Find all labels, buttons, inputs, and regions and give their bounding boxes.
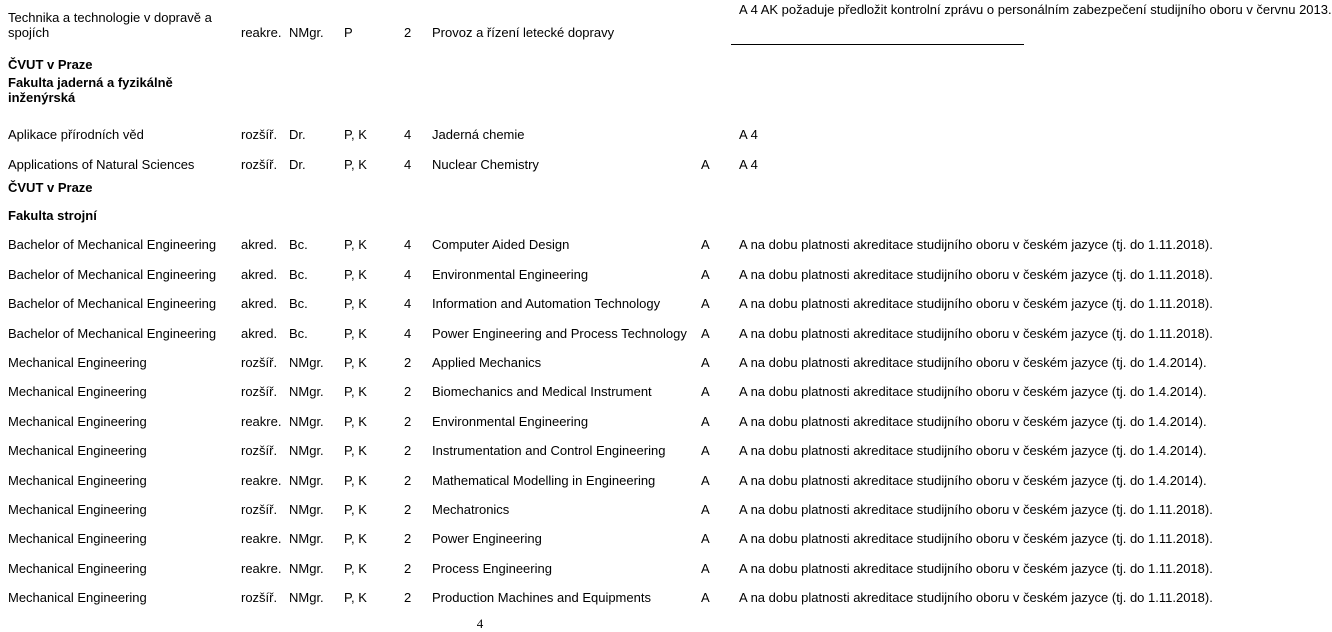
language-cell: A	[701, 237, 710, 253]
degree-cell: NMgr.	[289, 354, 324, 370]
language-cell: A	[701, 560, 710, 576]
program-cell: Mechanical Engineering	[8, 384, 147, 400]
table-row	[0, 252, 1024, 281]
study-form-cell: P, K	[344, 531, 367, 547]
language-cell: A	[701, 296, 710, 312]
note-cell: A na dobu platnosti akreditace studijního oboru v českém jazyce (tj. do 1.4.2014).	[739, 443, 1207, 459]
study-form-cell: P, K	[344, 472, 367, 488]
specialization-cell: Provoz a řízení letecké dopravy	[432, 25, 615, 40]
program-cell: Bachelor of Mechanical Engineering	[8, 325, 217, 341]
degree-cell: Dr.	[289, 156, 306, 172]
faculty-heading: Fakulta strojní	[8, 208, 97, 223]
specialization-cell: Environmental Engineering	[432, 266, 589, 282]
study-length-cell: 4	[404, 156, 412, 172]
language-cell: A	[701, 413, 710, 429]
table-row	[0, 399, 1024, 428]
table-row	[0, 223, 1024, 252]
specialization-cell: Production Machines and Equipments	[432, 590, 651, 606]
table-row	[0, 113, 1024, 142]
study-form-cell: P, K	[344, 560, 367, 576]
language-cell: A	[701, 325, 710, 341]
table-row	[0, 546, 1024, 575]
language-cell: A	[701, 531, 710, 547]
accreditation-type-cell: reakre.	[241, 531, 282, 547]
study-form-cell: P, K	[344, 501, 367, 517]
table-row	[0, 576, 1024, 605]
program-cell: Bachelor of Mechanical Engineering	[8, 266, 217, 282]
table-row	[0, 311, 1024, 340]
note-cell: A na dobu platnosti akreditace studijního oboru v českém jazyce (tj. do 1.11.2018).	[739, 590, 1213, 606]
study-form-cell: P, K	[344, 156, 367, 172]
degree-cell: NMgr.	[289, 25, 324, 40]
study-form-cell: P, K	[344, 266, 367, 282]
note-cell: A na dobu platnosti akreditace studijního oboru v českém jazyce (tj. do 1.4.2014).	[739, 472, 1207, 488]
accreditation-type-cell: akred.	[241, 325, 278, 341]
specialization-cell: Jaderná chemie	[432, 127, 525, 143]
program-cell: Aplikace přírodních věd	[8, 127, 144, 143]
degree-cell: NMgr.	[289, 531, 324, 547]
study-form-cell: P, K	[344, 413, 367, 429]
specialization-cell: Environmental Engineering	[432, 413, 589, 429]
degree-cell: Bc.	[289, 266, 308, 282]
degree-cell: NMgr.	[289, 560, 324, 576]
top-row-table	[0, 0, 1332, 45]
degree-cell: Bc.	[289, 296, 308, 312]
degree-cell: Bc.	[289, 237, 308, 253]
specialization-cell: Mathematical Modelling in Engineering	[432, 472, 656, 488]
accreditation-type-cell: rozšíř.	[241, 127, 278, 143]
note-cell: A na dobu platnosti akreditace studijního oboru v českém jazyce (tj. do 1.4.2014).	[739, 384, 1207, 400]
degree-cell: NMgr.	[289, 590, 324, 606]
specialization-cell: Power Engineering and Process Technology	[432, 325, 687, 341]
specialization-cell: Biomechanics and Medical Instrument	[432, 384, 652, 400]
specialization-cell: Instrumentation and Control Engineering	[432, 443, 666, 459]
note-cell: A na dobu platnosti akreditace studijního oboru v českém jazyce (tj. do 1.11.2018).	[739, 531, 1213, 547]
language-cell: A	[701, 354, 710, 370]
note-cell: A na dobu platnosti akreditace studijního oboru v českém jazyce (tj. do 1.4.2014).	[739, 413, 1207, 429]
study-form-cell: P, K	[344, 237, 367, 253]
study-length-cell: 4	[404, 296, 412, 312]
degree-cell: NMgr.	[289, 472, 324, 488]
table-row	[0, 142, 1024, 171]
study-length-cell: 4	[404, 127, 412, 143]
note-cell: A 4	[739, 156, 758, 172]
specialization-cell: Power Engineering	[432, 531, 542, 547]
note-cell: A na dobu platnosti akreditace studijního oboru v českém jazyce (tj. do 1.4.2014).	[739, 354, 1207, 370]
study-length-cell: 2	[404, 531, 412, 547]
accreditation-type-cell: reakre.	[241, 25, 282, 40]
study-length-cell: 4	[404, 266, 412, 282]
language-cell: A	[701, 472, 710, 488]
study-form-cell: P, K	[344, 384, 367, 400]
degree-cell: NMgr.	[289, 501, 324, 517]
degree-cell: NMgr.	[289, 384, 324, 400]
study-form-cell: P, K	[344, 354, 367, 370]
accreditation-type-cell: rozšíř.	[241, 384, 278, 400]
specialization-cell: Mechatronics	[432, 501, 510, 517]
language-cell: A	[701, 266, 710, 282]
study-form-cell: P, K	[344, 443, 367, 459]
program-cell: Applications of Natural Sciences	[8, 156, 195, 172]
section1-table	[0, 113, 1024, 172]
specialization-cell: Applied Mechanics	[432, 354, 542, 370]
language-cell	[693, 0, 731, 44]
study-form-cell: P	[344, 25, 353, 40]
program-cell: Mechanical Engineering	[8, 501, 147, 517]
table-row	[0, 458, 1024, 487]
study-length-cell: 2	[404, 384, 412, 400]
note-cell: A na dobu platnosti akreditace studijního oboru v českém jazyce (tj. do 1.11.2018).	[739, 266, 1213, 282]
study-form-cell: P, K	[344, 296, 367, 312]
language-cell: A	[701, 156, 710, 172]
program-cell: Technika a technologie v dopravě a spojích	[8, 10, 212, 40]
study-length-cell: 2	[404, 472, 412, 488]
table-row	[0, 429, 1024, 458]
program-cell: Mechanical Engineering	[8, 354, 147, 370]
study-length-cell: 4	[404, 325, 412, 341]
accreditation-type-cell: rozšíř.	[241, 354, 278, 370]
accreditation-type-cell: akred.	[241, 237, 278, 253]
table-row	[0, 341, 1024, 370]
page-number: 4	[476, 616, 484, 631]
study-form-cell: P, K	[344, 325, 367, 341]
accreditation-type-cell: rozšíř.	[241, 443, 278, 459]
accreditation-type-cell: rozšíř.	[241, 501, 278, 517]
table-row	[0, 488, 1024, 517]
specialization-cell: Information and Automation Technology	[432, 296, 661, 312]
language-cell: A	[701, 443, 710, 459]
language-cell: A	[701, 590, 710, 606]
program-cell: Mechanical Engineering	[8, 472, 147, 488]
university-heading: ČVUT v Praze	[8, 180, 93, 195]
specialization-cell: Process Engineering	[432, 560, 552, 576]
accreditation-type-cell: rozšíř.	[241, 590, 278, 606]
accreditation-type-cell: rozšíř.	[241, 156, 278, 172]
accreditation-type-cell: reakre.	[241, 413, 282, 429]
degree-cell: Bc.	[289, 325, 308, 341]
note-cell: A na dobu platnosti akreditace studijního oboru v českém jazyce (tj. do 1.11.2018).	[739, 296, 1213, 312]
language-cell: A	[701, 501, 710, 517]
study-length-cell: 2	[404, 354, 412, 370]
study-form-cell: P, K	[344, 590, 367, 606]
note-cell: A na dobu platnosti akreditace studijního oboru v českém jazyce (tj. do 1.11.2018).	[739, 325, 1213, 341]
table-row	[0, 282, 1024, 311]
table-row	[0, 0, 1024, 44]
program-cell: Bachelor of Mechanical Engineering	[8, 296, 217, 312]
accreditation-type-cell: akred.	[241, 266, 278, 282]
study-length-cell: 2	[404, 590, 412, 606]
study-length-cell: 2	[404, 560, 412, 576]
program-cell: Mechanical Engineering	[8, 590, 147, 606]
language-cell	[693, 113, 731, 142]
degree-cell: NMgr.	[289, 443, 324, 459]
table-row	[0, 517, 1024, 546]
degree-cell: Dr.	[289, 127, 306, 143]
program-cell: Mechanical Engineering	[8, 443, 147, 459]
accreditation-type-cell: akred.	[241, 296, 278, 312]
specialization-cell: Nuclear Chemistry	[432, 156, 539, 172]
section2-table	[0, 223, 1213, 606]
study-length-cell: 2	[404, 25, 412, 40]
university-heading: ČVUT v Praze	[8, 57, 93, 72]
note-cell: A na dobu platnosti akreditace studijního oboru v českém jazyce (tj. do 1.11.2018).	[739, 501, 1213, 517]
specialization-cell: Computer Aided Design	[432, 237, 570, 253]
program-cell: Mechanical Engineering	[8, 413, 147, 429]
program-cell: Mechanical Engineering	[8, 531, 147, 547]
study-form-cell: P, K	[344, 127, 367, 143]
note-cell: A 4	[739, 127, 758, 143]
program-cell: Mechanical Engineering	[8, 560, 147, 576]
program-cell: Bachelor of Mechanical Engineering	[8, 237, 217, 253]
note-cell: A na dobu platnosti akreditace studijního oboru v českém jazyce (tj. do 1.11.2018).	[739, 560, 1213, 576]
study-length-cell: 2	[404, 501, 412, 517]
accreditation-type-cell: reakre.	[241, 560, 282, 576]
note-cell: A na dobu platnosti akreditace studijního oboru v českém jazyce (tj. do 1.11.2018).	[739, 237, 1213, 253]
study-length-cell: 2	[404, 413, 412, 429]
language-cell: A	[701, 384, 710, 400]
study-length-cell: 2	[404, 443, 412, 459]
degree-cell: NMgr.	[289, 413, 324, 429]
faculty-heading: Fakulta jaderná a fyzikálně inženýrská	[8, 75, 173, 105]
table-row	[0, 370, 1024, 399]
study-length-cell: 4	[404, 237, 412, 253]
note-cell: A 4 AK požaduje předložit kontrolní zprávu o personálním zabezpečení studijního oboru v červnu 2013.	[731, 0, 1024, 44]
accreditation-type-cell: reakre.	[241, 472, 282, 488]
